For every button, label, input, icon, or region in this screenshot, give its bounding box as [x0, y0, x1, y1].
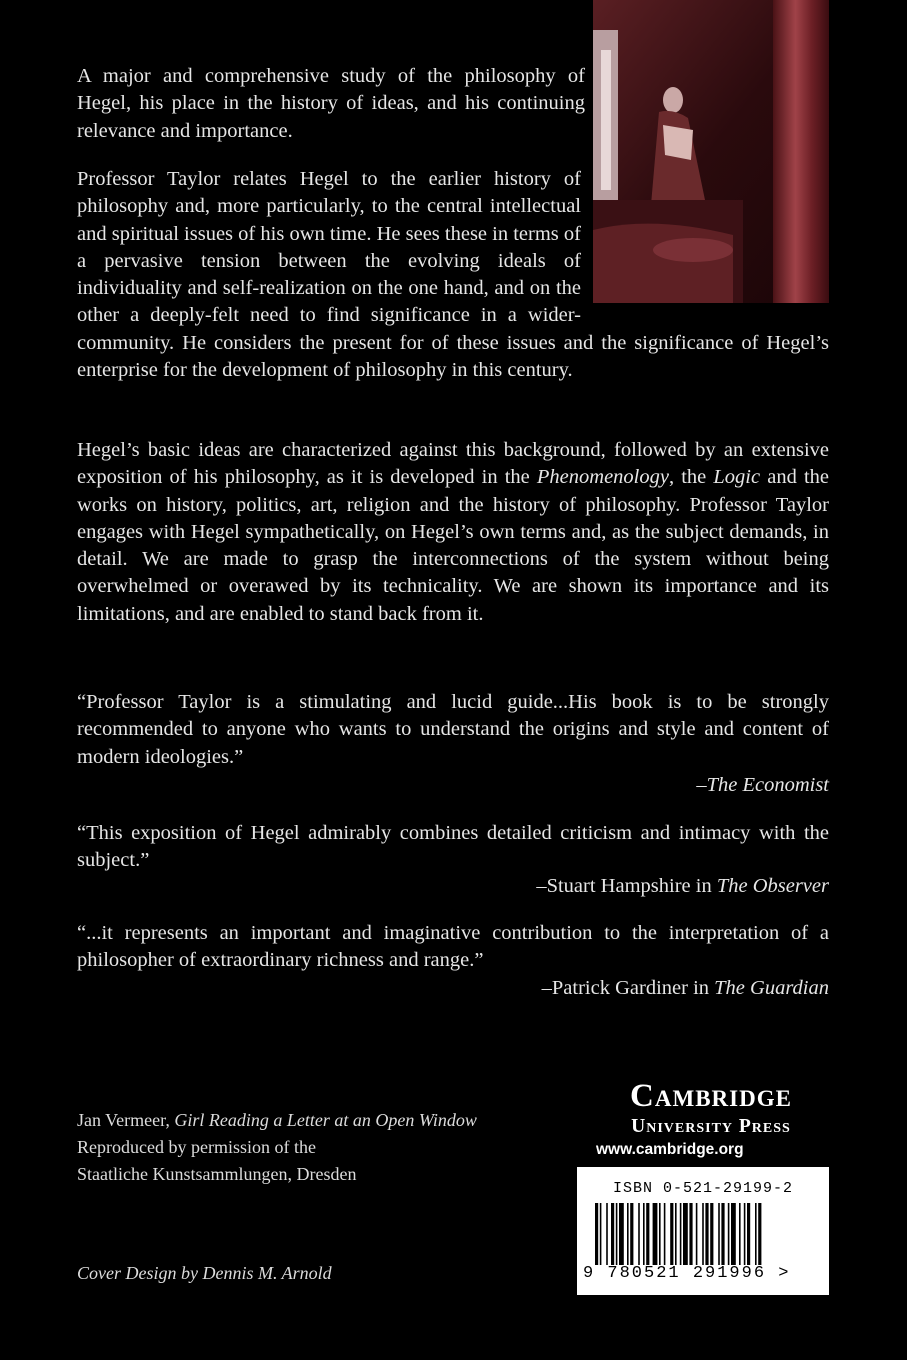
barcode-bar	[643, 1203, 645, 1265]
barcode-bar	[721, 1203, 724, 1265]
image-wrap-spacer	[581, 166, 829, 308]
barcode-bar	[718, 1203, 720, 1265]
cover-design-credit: Cover Design by Dennis M. Arnold	[77, 1263, 332, 1283]
attribution-source: The Guardian	[714, 977, 829, 999]
credit-artist: Jan Vermeer,	[77, 1110, 175, 1130]
barcode-bar	[630, 1203, 633, 1265]
blurb-paragraph-1: A major and comprehensive study of the philosophy of Hegel, his place in the history of ideas, and his continuing relevance and importance.	[77, 65, 585, 142]
isbn-label: ISBN 0-521-29199-2	[612, 1180, 794, 1197]
title-logic: Logic	[713, 466, 761, 489]
barcode-bar	[728, 1203, 730, 1265]
review-attribution-guardian	[542, 975, 829, 1002]
publisher-url: www.cambridge.org	[596, 1141, 744, 1158]
review-quote-observer: “This exposition of Hegel admirably combines detailed criticism and intimacy with the subject.”	[77, 822, 829, 872]
barcode-bar	[696, 1203, 698, 1265]
barcode-bar	[670, 1203, 673, 1265]
painting-credit-line-3: Staatliche Kunstsammlungen, Dresden	[77, 1164, 357, 1184]
barcode-bar	[705, 1203, 708, 1265]
barcode-bar	[689, 1203, 692, 1265]
attribution-prefix: –	[696, 774, 707, 796]
barcode-bar	[616, 1203, 618, 1265]
review-quote-economist: “Professor Taylor is a stimulating and lucid guide...His book is to be strongly recommended to anyone who wants to understand the origins and style and content of modern ideologies.”	[77, 691, 829, 768]
credit-work-title: Girl Reading a Letter at an Open Window	[174, 1110, 477, 1130]
barcode-bar	[755, 1203, 757, 1265]
barcode-bar	[702, 1203, 704, 1265]
barcode-icon	[595, 1203, 811, 1265]
attribution-source: The Observer	[716, 875, 829, 897]
review-attribution-economist	[696, 772, 829, 799]
barcode-bar	[619, 1203, 624, 1265]
blurb-paragraph-2	[77, 166, 829, 384]
barcode-bar	[646, 1203, 649, 1265]
publisher-logo-title: Cambridge	[630, 1078, 792, 1114]
barcode-bar	[653, 1203, 658, 1265]
review-attribution-observer	[536, 873, 829, 900]
blurb-paragraph-3-part-a: Hegel’s basic ideas are characterized against this background, followed by an extensive exposition of his philosophy, as it is developed in the	[77, 439, 829, 489]
barcode-bar	[747, 1203, 750, 1265]
barcode-bar	[744, 1203, 746, 1265]
barcode-bar	[606, 1203, 608, 1265]
blurb-paragraph-3-part-b: , the	[668, 466, 714, 489]
barcode-bar	[664, 1203, 666, 1265]
barcode-bar	[611, 1203, 614, 1265]
barcode-digits: 9 780521 291996 >	[583, 1264, 791, 1283]
barcode-box	[577, 1167, 829, 1295]
attribution-source: The Economist	[706, 774, 829, 796]
attribution-prefix: –Patrick Gardiner in	[541, 977, 715, 999]
barcode-bar	[683, 1203, 688, 1265]
blurb-paragraph-3-part-c: and the works on history, politics, art, religion and the history of philosophy. Professor Taylor engages with Hegel sympathetically, on Hegel’s own terms and, as the subject demands, in detail. We are made to grasp the interconnections of the system without being overwhelmed or overawed by its technicality. We are shown its importance and its limitations, and are enabled to stand back from it.	[77, 466, 829, 625]
blurb-paragraph-2-text: Professor Taylor relates Hegel to the earlier history of philosophy and, more particularly, to the central intellectual and spiritual issues of his own time. He sees these in terms of a pervasive tension between the evolving ideals of individuality and self-realization on the one hand, and on the other a deeply-felt need to find significance in a wider-community. He considers the present for of these issues and the significance of Hegel’s enterprise for the development of philosophy in this century.	[77, 168, 829, 382]
review-quote-guardian: “...it represents an important and imaginative contribution to the interpretation of a philosopher of extraordinary richness and range.”	[77, 922, 829, 972]
barcode-bar	[680, 1203, 682, 1265]
barcode-bar	[739, 1203, 741, 1265]
publisher-logo-subtitle: University Press	[631, 1116, 791, 1137]
barcode-bar	[638, 1203, 640, 1265]
barcode-bar	[710, 1203, 713, 1265]
barcode-bar	[758, 1203, 761, 1265]
barcode-bar	[627, 1203, 629, 1265]
barcode-bar	[600, 1203, 602, 1265]
attribution-prefix: –Stuart Hampshire in	[536, 875, 717, 897]
barcode-bar	[731, 1203, 736, 1265]
barcode-bar	[595, 1203, 598, 1265]
barcode-bar	[659, 1203, 661, 1265]
painting-credit-line-2: Reproduced by permission of the	[77, 1137, 316, 1157]
painting-credit-line-1	[77, 1107, 477, 1134]
title-phenomenology: Phenomenology	[536, 466, 669, 489]
blurb-paragraph-3	[77, 437, 829, 628]
barcode-bar	[675, 1203, 677, 1265]
